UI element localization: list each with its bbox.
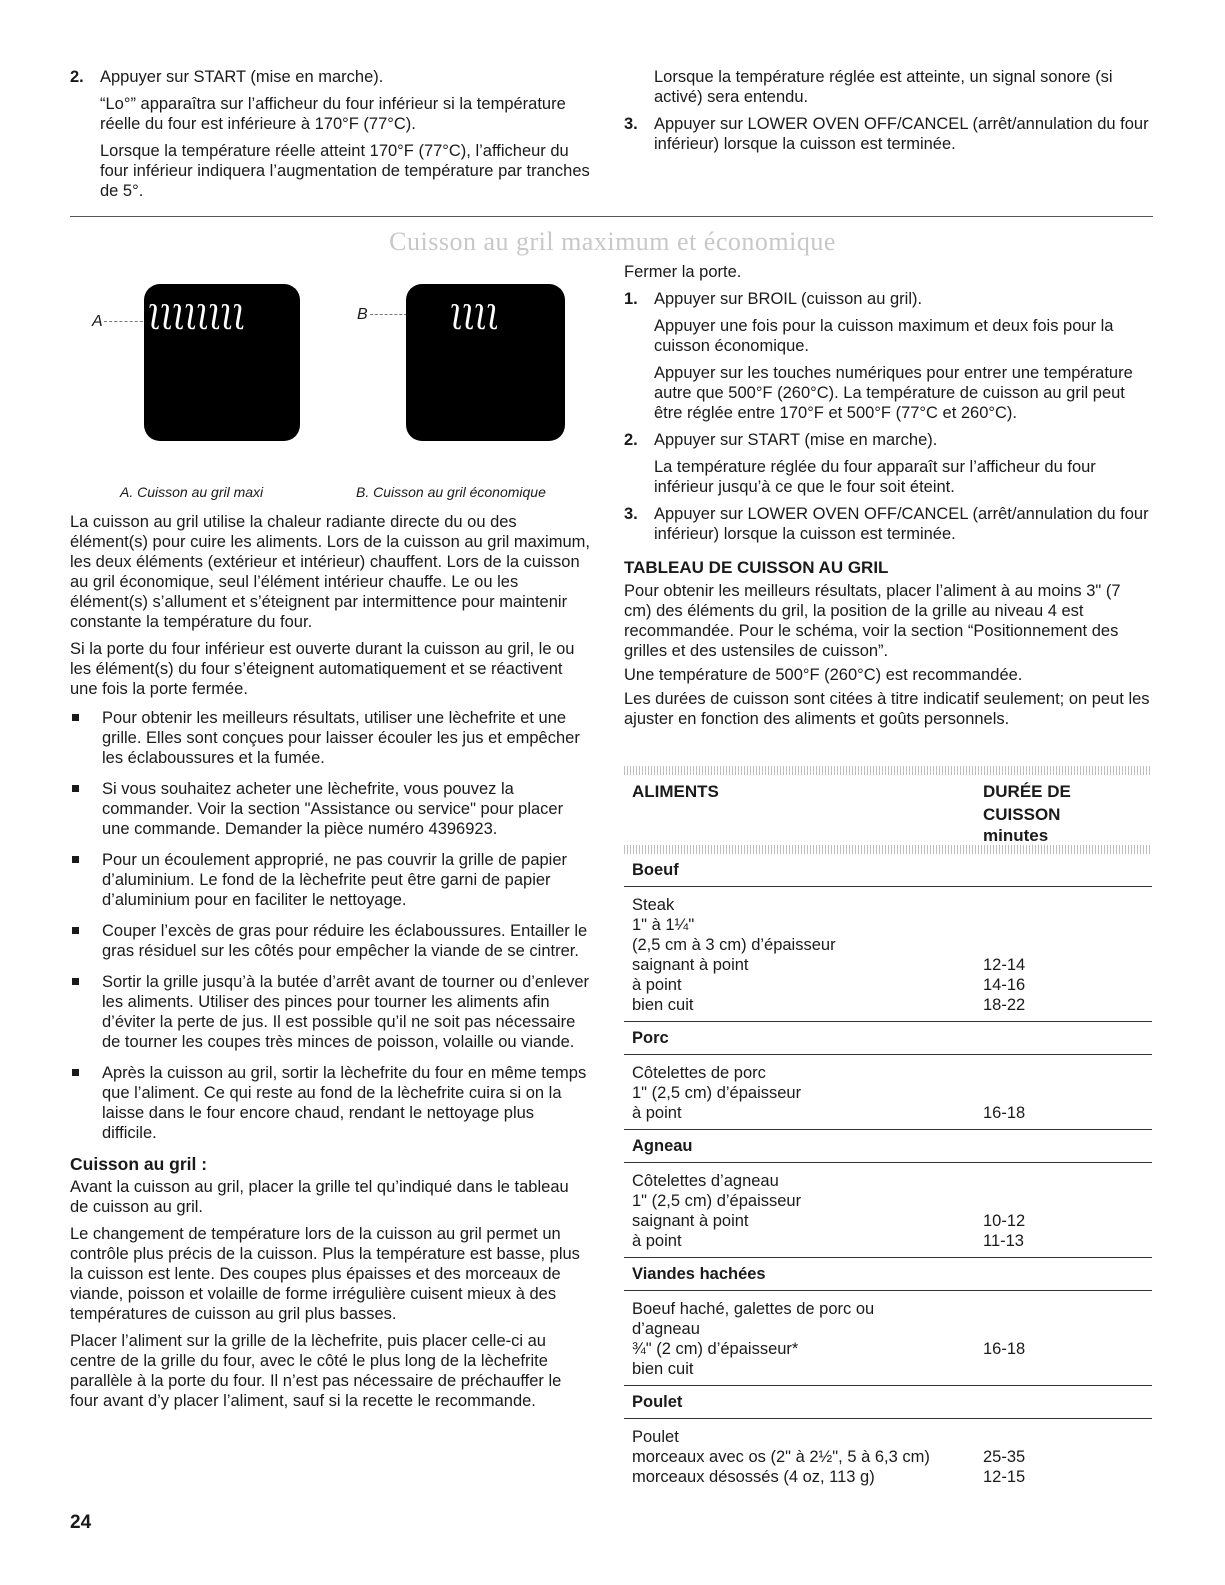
- step-text: Appuyer sur LOWER OVEN OFF/CANCEL (arrêt/annulation du four inférieur) lorsque la cuisson est terminée.: [654, 505, 1149, 543]
- paragraph: Le changement de température lors de la cuisson au gril permet un contrôle plus précis de la cuisson. Plus la température est basse, plus la cuisson est lente. Des coupes plus épaisses et des morceaux de viande, poisson et volaille de forme irrégulière cuisent mieux à des températures de cuisson au gril plus basses.: [70, 1225, 580, 1323]
- food-label: saignant à point: [632, 956, 749, 974]
- cook-time: 12-14: [983, 956, 1026, 974]
- figure-caption-b: B. Cuisson au gril économique: [356, 484, 546, 500]
- group-poulet: [624, 1419, 1152, 1493]
- group-porc: [624, 1055, 1152, 1130]
- heating-element-coils-icon: ʅʅʅʅ: [452, 297, 501, 337]
- table-row: [632, 955, 1144, 975]
- step-text: Appuyer sur START (mise en marche).: [654, 431, 938, 449]
- category-agneau: Agneau: [624, 1130, 1152, 1163]
- paragraph: “Lo°” apparaîtra sur l’afficheur du four inférieur si la température réelle du four est inférieure à 170°F (77°C).: [100, 95, 566, 133]
- cook-time: 16-18: [983, 1104, 1026, 1122]
- bullet-text: Pour un écoulement approprié, ne pas couvrir la grille de papier d’aluminium. Le fond de la lèchefrite peut être garni de papier d’aluminium pour en faciliter le nettoyage.: [102, 851, 568, 909]
- bullet-icon: [72, 927, 79, 934]
- table-row: [632, 1083, 1144, 1103]
- page-number: 24: [70, 1512, 92, 1533]
- oven-economy-broil-illustration: [406, 284, 565, 441]
- step-text: Appuyer sur START (mise en marche).: [100, 68, 384, 86]
- cook-time: 16-18: [983, 1340, 1026, 1358]
- step-1: [624, 289, 1152, 423]
- step-number: 1.: [624, 290, 638, 308]
- figure-label-b: B: [357, 306, 368, 323]
- table-row: [632, 1339, 1144, 1359]
- cook-time: 10-12: [983, 1212, 1026, 1230]
- food-label: à point: [632, 976, 682, 994]
- right-column: [624, 262, 1152, 736]
- table-row: [632, 1231, 1144, 1251]
- paragraph: Lorsque la température réelle atteint 170°F (77°C), l’afficheur du four inférieur indiquera l’augmentation de température par tranches de 5°.: [100, 142, 590, 200]
- food-label: saignant à point: [632, 1212, 749, 1230]
- top-right-block: [624, 67, 1152, 161]
- column-header-aliments: ALIMENTS: [632, 782, 719, 801]
- step-number: 3.: [624, 115, 638, 133]
- food-label: Côtelettes d’agneau: [632, 1172, 779, 1190]
- food-label: morceaux désossés (4 oz, 113 g): [632, 1468, 875, 1486]
- food-label: 1" à 1¼": [632, 916, 695, 934]
- heating-element-coils-icon: ʅʅʅʅʅʅʅʅ: [150, 297, 247, 337]
- table-row: [632, 1447, 1144, 1467]
- food-label: 1" (2,5 cm) d’épaisseur: [632, 1192, 802, 1210]
- oven-max-broil-illustration: [144, 284, 300, 441]
- bullet-item: [70, 972, 590, 1052]
- paragraph: Pour obtenir les meilleurs résultats, placer l’aliment à au moins 3" (7 cm) des éléments du gril, la position de la grille au niveau 4 est recommandée. Pour le schéma, voir la section “Positionnement des grilles et des ustensiles de cuisson”.: [624, 582, 1121, 660]
- bullet-item: [70, 850, 590, 910]
- paragraph: Si la porte du four inférieur est ouverte durant la cuisson au gril, le ou les élément(s) du four s’éteignent automatiquement et se réactivent une fois la porte fermée.: [70, 640, 575, 698]
- group-boeuf: [624, 887, 1152, 1022]
- group-viandes-hachees: [624, 1291, 1152, 1386]
- paragraph: Fermer la porte.: [624, 263, 742, 281]
- left-column: [70, 512, 590, 1418]
- food-label: à point: [632, 1232, 682, 1250]
- table-row: [632, 1171, 1144, 1191]
- table-row: [632, 1359, 1144, 1379]
- paragraph: Appuyer une fois pour la cuisson maximum et deux fois pour la cuisson économique.: [654, 317, 1114, 355]
- step-2-top: [70, 67, 600, 201]
- table-row: [632, 1063, 1144, 1083]
- cook-time: 18-22: [983, 996, 1026, 1014]
- bullet-icon: [72, 978, 79, 985]
- subheading-cuisson-au-gril: Cuisson au gril :: [70, 1154, 208, 1174]
- figure-label-a: A: [92, 313, 103, 330]
- cook-time: 12-15: [983, 1468, 1026, 1486]
- step-2: [624, 430, 1152, 497]
- bullet-text: Pour obtenir les meilleurs résultats, utiliser une lèchefrite et une grille. Elles sont conçues pour laisser écouler les jus et empêcher les éclaboussures et la fumée.: [102, 709, 580, 767]
- subheading-tableau: TABLEAU DE CUISSON AU GRIL: [624, 558, 889, 577]
- food-label: Côtelettes de porc: [632, 1064, 766, 1082]
- food-label: d’agneau: [632, 1320, 700, 1338]
- food-label: 1" (2,5 cm) d’épaisseur: [632, 1084, 802, 1102]
- indented-paragraph: [624, 67, 1152, 107]
- category-viandes-hachees: Viandes hachées: [624, 1258, 1152, 1291]
- step-number: 3.: [624, 505, 638, 523]
- paragraph: La température réglée du four apparaît sur l’afficheur du four inférieur jusqu’à ce que le four soit éteint.: [654, 458, 1096, 496]
- table-row: [632, 995, 1144, 1015]
- table-row: [632, 1467, 1144, 1487]
- bullet-icon: [72, 785, 79, 792]
- header-line: CUISSON: [983, 805, 1061, 824]
- bullet-text: Si vous souhaitez acheter une lèchefrite, vous pouvez la commander. Voir la section "Assistance ou service" pour placer une commande. Demander la pièce numéro 4396923.: [102, 780, 564, 838]
- category-boeuf: Boeuf: [624, 854, 1152, 887]
- food-label: bien cuit: [632, 996, 694, 1014]
- table-header: [624, 775, 1152, 845]
- bullet-item: [70, 1063, 590, 1143]
- table-row: [632, 1319, 1144, 1339]
- table-row: [632, 895, 1144, 915]
- food-label: Boeuf haché, galettes de porc ou: [632, 1300, 875, 1318]
- paragraph: La cuisson au gril utilise la chaleur radiante directe du ou des élément(s) pour cuire les aliments. Lors de la cuisson au gril maximum, les deux éléments (extérieur et intérieur) chauffent. Lors de la cuisson au gril économique, seul l’élément intérieur chauffe. Le ou les élément(s) s’allument et s’éteignent par intermittence pour maintenir constante la température du four.: [70, 513, 590, 631]
- header-line: minutes: [983, 826, 1049, 845]
- food-label: Poulet: [632, 1428, 679, 1446]
- table-row: [632, 935, 1144, 955]
- top-left-block: [70, 67, 600, 208]
- food-label: bien cuit: [632, 1360, 694, 1378]
- header-line: DURÉE DE: [983, 782, 1071, 801]
- bullet-item: [70, 921, 590, 961]
- broil-chart-table: [624, 766, 1152, 1493]
- bullet-icon: [72, 1069, 79, 1076]
- table-row: [632, 1103, 1144, 1123]
- step-text: Appuyer sur BROIL (cuisson au gril).: [654, 290, 923, 308]
- table-top-border: [624, 766, 1152, 775]
- category-porc: Porc: [624, 1022, 1152, 1055]
- step-number: 2.: [624, 431, 638, 449]
- bullet-icon: [72, 714, 79, 721]
- food-label: à point: [632, 1104, 682, 1122]
- leader-line-a: [104, 321, 148, 322]
- paragraph: Avant la cuisson au gril, placer la grille tel qu’indiqué dans le tableau de cuisson au gril.: [70, 1178, 569, 1216]
- bullet-icon: [72, 856, 79, 863]
- table-row: [632, 1299, 1144, 1319]
- step-3-top: [624, 114, 1152, 154]
- bullet-text: Couper l’excès de gras pour réduire les éclaboussures. Entailler le gras résiduel sur les côtés pour empêcher la viande de se cintrer.: [102, 922, 588, 960]
- column-header-duree: [983, 781, 1071, 846]
- table-row: [632, 1211, 1144, 1231]
- bullet-item: [70, 708, 590, 768]
- paragraph: Une température de 500°F (260°C) est recommandée.: [624, 666, 1023, 684]
- paragraph: Les durées de cuisson sont citées à titre indicatif seulement; on peut les ajuster en fonction des aliments et goûts personnels.: [624, 690, 1150, 728]
- cook-time: 25-35: [983, 1448, 1026, 1466]
- paragraph: Appuyer sur les touches numériques pour entrer une température autre que 500°F (260°C). La température de cuisson au gril peut être réglée entre 170°F et 500°F (77°C et 260°C).: [654, 364, 1133, 422]
- group-agneau: [624, 1163, 1152, 1258]
- paragraph: Lorsque la température réglée est atteinte, un signal sonore (si activé) sera entendu.: [654, 68, 1113, 106]
- step-3: [624, 504, 1152, 544]
- table-row: [632, 975, 1144, 995]
- figure-caption-a: A. Cuisson au gril maxi: [120, 484, 264, 500]
- category-poulet: Poulet: [624, 1386, 1152, 1419]
- table-row: [632, 915, 1144, 935]
- table-header-border: [624, 845, 1152, 854]
- bullet-item: [70, 779, 590, 839]
- table-row: [632, 1427, 1144, 1447]
- step-number: 2.: [70, 68, 84, 86]
- food-label: morceaux avec os (2" à 2½", 5 à 6,3 cm): [632, 1448, 930, 1466]
- table-row: [632, 1191, 1144, 1211]
- cook-time: 14-16: [983, 976, 1026, 994]
- bullet-text: Sortir la grille jusqu’à la butée d’arrêt avant de tourner ou d’enlever les aliments. Utiliser des pinces pour tourner les aliments afin d’éviter la perte de jus. Il est possible qu’il ne soit pas nécessaire de tourner les coupes très minces de poisson, volaille ou viande.: [102, 973, 590, 1051]
- food-label: (2,5 cm à 3 cm) d’épaisseur: [632, 936, 836, 954]
- food-label: Steak: [632, 896, 675, 914]
- paragraph: Placer l’aliment sur la grille de la lèchefrite, puis placer celle-ci au centre de la grille du four, avec le côté le plus long de la lèchefrite parallèle à la porte du four. Il n’est pas nécessaire de préchauffer le four avant d’y placer l’aliment, sauf si la recette le recommande.: [70, 1332, 562, 1410]
- step-text: Appuyer sur LOWER OVEN OFF/CANCEL (arrêt/annulation du four inférieur) lorsque la cuisson est terminée.: [654, 115, 1149, 153]
- section-divider: [70, 216, 1153, 217]
- cook-time: 11-13: [983, 1232, 1024, 1250]
- bullet-text: Après la cuisson au gril, sortir la lèchefrite du four en même temps que l’aliment. Ce qui reste au fond de la lèchefrite cuira si on la laisse dans le four encore chaud, rendant le nettoyage plus difficile.: [102, 1064, 587, 1142]
- section-title: Cuisson au gril maximum et économique: [389, 227, 836, 256]
- food-label: ¾" (2 cm) d’épaisseur*: [632, 1340, 799, 1358]
